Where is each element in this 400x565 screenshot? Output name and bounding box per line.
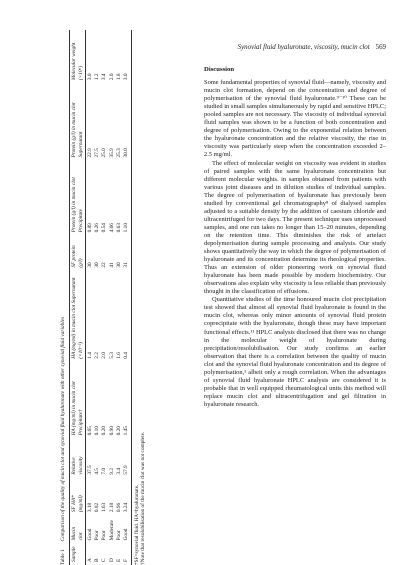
table-cell: 0.82 [93, 502, 100, 513]
table-cell: 9.2 [108, 468, 115, 475]
table-cell: 30 [115, 262, 122, 268]
table-cell: 1.2 [93, 73, 100, 81]
table-cell: 31 [123, 235, 131, 270]
table-cell: 1.45 [123, 362, 131, 439]
table-cell: 30 [93, 262, 100, 268]
table-cell: 3.18 [86, 502, 93, 513]
table-cell: 2.2 [93, 352, 100, 359]
table-cell: 0.65 [86, 426, 93, 436]
table-cell: 27.5 [93, 148, 100, 158]
table-footnote: *SF=synovial fluid. HA=hyaluronate. [133, 484, 140, 565]
table-cell: 3.0 [86, 73, 93, 81]
table-cell: 0.54 [101, 223, 108, 233]
col-header-protein-supernatant: Protein (g/l) in mucin clot Supernatant [70, 83, 86, 160]
table-cell: 0.90 [108, 426, 115, 436]
table-cell: 37.5 [86, 465, 93, 475]
table-cell: Poor [115, 530, 122, 541]
table-cell: F [123, 543, 131, 565]
table-label: Table 1 [60, 549, 66, 565]
col-header-molecular-weight: Molecular weight (×10⁶) [70, 30, 86, 83]
table-cell: 0.10 [93, 426, 100, 436]
page-number: 569 [375, 44, 386, 51]
table-cell: 5.3 [108, 352, 115, 359]
table-cell: 1.10 [123, 161, 131, 236]
table-cell: 25.3 [115, 148, 122, 158]
table-cell: 22 [101, 262, 108, 268]
table-cell: 0.63 [115, 223, 122, 233]
table-1 [60, 30, 170, 565]
section-heading: Discussion [204, 66, 235, 73]
table-cell: 30.0 [123, 83, 131, 160]
table-row [86, 30, 94, 565]
table-title: Comparison of the quality of mucin clot and synovial fluid hyaluronate with other synovial fluid variables [60, 316, 66, 542]
table-footnotes [134, 30, 147, 565]
table-cell: 2.0 [108, 73, 115, 81]
body-paragraph: Some fundamental properties of synovial fluid—namely, viscosity and mucin clot formation, depend on the concentration and degree of polymerisation of the synovial fluid hyaluronate.⁹⁻¹⁰ These can be studied in small samples simultaneously by rapid and sensitive HPLC; pooled samples are not necessary. The viscosity of individual synovial fluid samples was shown to be a function of both concentration and degree of polymerisation. Owing to the exponential relation between the hyaluronate concentration and the relative viscosity, the rise in viscosity was particularly steep when the concentration exceeded 2–2.5 mg/ml. [204, 79, 386, 159]
table-cell: 2.18 [108, 502, 115, 513]
table-cell: Good [86, 528, 93, 541]
table-cell: 35.9 [108, 148, 115, 158]
table-row [108, 30, 115, 565]
table-cell: B [93, 558, 100, 562]
table-row [123, 30, 131, 565]
table-cell: Poor [101, 530, 108, 541]
table-row [115, 30, 122, 565]
table-caption [60, 30, 66, 565]
table-cell: 1.8 [115, 73, 122, 81]
table-cell: 3.24 [123, 478, 131, 515]
table-cell: 1.63 [101, 502, 108, 513]
data-table [69, 30, 131, 565]
running-head-title: Synovial fluid hyaluronate, viscosity, mucin clot [237, 44, 370, 51]
table-cell: 4.66 [108, 223, 115, 233]
table-cell: Moderate [108, 520, 115, 541]
table-cell: 0.89 [86, 223, 93, 233]
col-header-mucin-clot: Mucin clot [70, 515, 86, 543]
table-cell: 30 [86, 262, 93, 268]
col-header-sample: Sample [70, 543, 86, 565]
table-cell: 1.4 [86, 352, 93, 359]
table-cell: Good [123, 515, 131, 543]
body-paragraph: The effect of molecular weight on viscosity was evident in studies of paired samples with the same hyaluronate concentration but different molecular weights. in samples obtained from patients with various joint diseases and in dilution studies of individual samples. The degree of polymerisation of hyaluronate has previously been studied by conventional gel chromatography⁸ of dialysed samples adjusted to a suitable density by the addition of caesium chloride and ultracentrifuged for two days. The present technique uses unprocessed samples, and one run takes no longer than 15–20 minutes, depending on the retention time. This diminishes the risk of artefact depolymerisation during sample processing and analysis. Our study shows quantitatively the way in which the degree of polymerisation of hyaluronate and its concentration determine its rheological properties. Thus an extension of older pioneering work on synovial fluid hyaluronate has been made possible by modern biochemistry. Our observations also explain why viscosity is less reliable than previously thought in the classification of effusions. [204, 159, 386, 296]
table-cell: E [115, 558, 122, 562]
col-header-relative-viscosity: Relative viscosity [70, 438, 86, 477]
running-head [196, 44, 386, 51]
col-header-sf-protein: SF protein (g/l) [70, 235, 86, 270]
table-cell: 4.5 [93, 468, 100, 475]
table-cell: C [101, 558, 108, 562]
table-row [101, 30, 108, 565]
col-header-ha-supernatant: HA (mg/ml) in mucin clot Supernatant (×10⁻²) [70, 271, 86, 362]
table-cell: 0.96 [115, 502, 122, 513]
table-cell: 3.4 [115, 468, 122, 475]
body-paragraph: Quantitative studies of the time honoured mucin clot precipitation test showed that almost all synovial fluid hyaluronate is found in the mucin clot, whereas only minor amounts of synovial fluid protein coprecipitate with the hyaluronate, though these may have important functional effects.¹¹ HPLC analysis disclosed that there was no change in the molecular weight of hyaluronate during precipitation/resolubilisation. Our study confirms an earlier observation that there is a correlation between the quality of mucin clot and the synovial fluid hyaluronate concentration and its degree of polymerisation,⁵ albeit only a rough correlation. When the advantages of synovial fluid hyaluronate HPLC analysis are considered it is probable that in well equipped rheumatological units this method will replace mucin clot and ultracentrifugation and gel filtration in hyaluronate research. [204, 296, 386, 408]
col-header-sf-ha: SF HA* (mg/ml) [70, 478, 86, 515]
table-cell: 1.6 [115, 352, 122, 359]
col-header-ha-precipitate: HA (mg/ml) in mucin clot Precipitate† [70, 362, 86, 439]
table-cell: D [108, 558, 115, 562]
table-row [93, 30, 100, 565]
table-cell: Poor [93, 530, 100, 541]
table-cell: 0.4 [123, 271, 131, 362]
discussion-section [204, 66, 386, 409]
table-cell: 2.0 [101, 352, 108, 359]
table-cell: 57.9 [123, 438, 131, 477]
col-header-protein-precipitate: Protein (g/l) in mucin clot Precipitate [70, 161, 86, 236]
table-cell: A [86, 558, 93, 562]
table-cell: 41 [108, 262, 115, 268]
table-cell: 0.20 [115, 426, 122, 436]
table-cell: 22.9 [86, 148, 93, 158]
table-footnote: †Note that resolubilisation of the mucin clot was not complete. [139, 431, 146, 565]
table-header-row [70, 30, 86, 565]
table-cell: 7.0 [101, 468, 108, 475]
table-cell: 3.4 [101, 73, 108, 81]
table-cell: 0.20 [101, 426, 108, 436]
table-cell: 3.0 [123, 30, 131, 83]
table-cell: 0.26 [93, 223, 100, 233]
table-cell: 25.0 [101, 148, 108, 158]
